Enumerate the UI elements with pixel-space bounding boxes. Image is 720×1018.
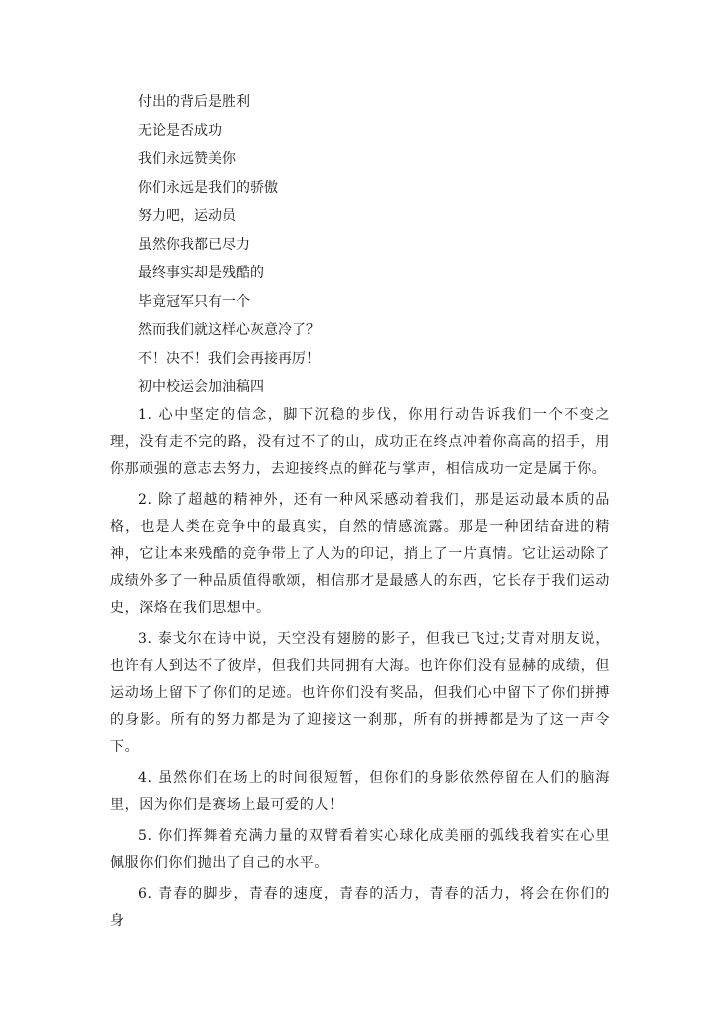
paragraph-6: 6. 青春的脚步，青春的速度，青春的活力，青春的活力，将会在你们的身 — [110, 885, 610, 929]
poem-line: 毕竟冠军只有一个 — [138, 293, 250, 310]
poem-line: 最终事实却是残酷的 — [138, 265, 264, 281]
poem-line: 不！决不！我们会再接再厉！ — [138, 350, 320, 367]
paragraph-4: 4. 虽然你们在场上的时间很短暂，但你们的身影依然停留在人们的脑海里，因为你们是赛场上最可爱的人！ — [110, 769, 610, 813]
poem-line: 然而我们就这样心灰意冷了？ — [138, 322, 320, 338]
paragraph-3: 3. 泰戈尔在诗中说，天空没有翅膀的影子，但我已飞过;艾青对朋友说，也许有人到达不了彼岸，但我们共同拥有大海。也许你们没有显赫的成绩，但运动场上留下了你们的足迹。也许你们没有奖品，但我们心中留下了你们拼搏的身影。所有的努力都是为了迎接这一刹那，所有的拼搏都是为了这一声令下。 — [110, 630, 610, 755]
poem-line: 我们永远赞美你 — [138, 151, 236, 167]
section-title: 初中校运会加油稿四 — [138, 379, 264, 395]
poem-line: 虽然你我都已尽力 — [138, 236, 250, 253]
poem-line: 无论是否成功 — [138, 122, 222, 139]
paragraph-2: 2. 除了超越的精神外，还有一种风采感动着我们，那是运动最本质的品格，也是人类在竞争中的最真实，自然的情感流露。那是一种团结奋进的精神，它让本来残酷的竞争带上了人为的印记，捎上了一片真情。它让运动除了成绩外多了一种品质值得歌颂，相信那才是最感人的东西，它长存于我们运动史，深烙在我们思想中。 — [110, 491, 610, 616]
poem-line: 付出的背后是胜利 — [138, 94, 250, 110]
paragraph-5: 5. 你们挥舞着充满力量的双臂看着实心球化成美丽的弧线我着实在心里佩服你们你们抛出了自己的水平。 — [110, 827, 610, 871]
poem-line: 努力吧，运动员 — [138, 208, 236, 224]
poem-line: 你们永远是我们的骄傲 — [138, 179, 278, 196]
document-page — [110, 88, 610, 939]
paragraph-1: 1. 心中坚定的信念，脚下沉稳的步伐，你用行动告诉我们一个不变之理，没有走不完的路，没有过不了的山，成功正在终点冲着你高高的招手，用你那顽强的意志去努力，去迎接终点的鲜花与掌声，相信成功一定是属于你。 — [110, 406, 610, 477]
